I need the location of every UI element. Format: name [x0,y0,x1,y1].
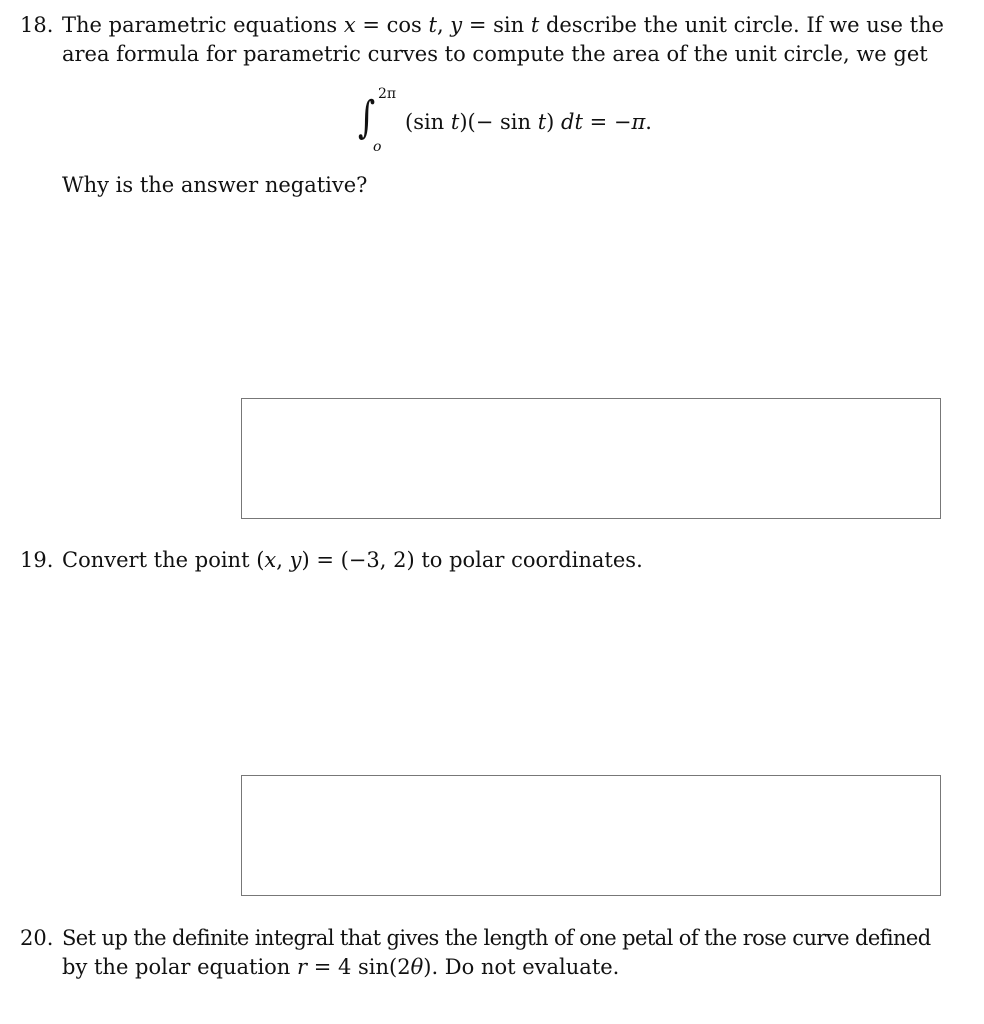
question-19-number: 19. [20,548,54,572]
answer-box-18[interactable] [241,398,941,519]
integral-sign: ∫ [358,92,376,143]
question-18-prompt: Why is the answer negative? [62,173,368,197]
question-20-line-1: Set up the definite integral that gives the length of one petal of the rose curve defined [62,926,931,950]
question-18-line-1: The parametric equations x = cos t, y = sin t describe the unit circle. If we use the [62,13,944,37]
question-19-text: Convert the point (x, y) = (−3, 2) to polar coordinates. [62,548,643,572]
question-18-number: 18. [20,13,54,37]
integrand: (sin t)(− sin t) dt = −π. [405,110,652,134]
question-18-line-2: area formula for parametric curves to compute the area of the unit circle, we get [62,42,928,66]
integral-lower-limit: o [373,139,382,155]
question-20-line-2: by the polar equation r = 4 sin(2θ). Do not evaluate. [62,955,620,979]
integral-upper-limit: 2π [378,86,397,102]
question-20-number: 20. [20,926,54,950]
answer-box-19[interactable] [241,775,941,896]
